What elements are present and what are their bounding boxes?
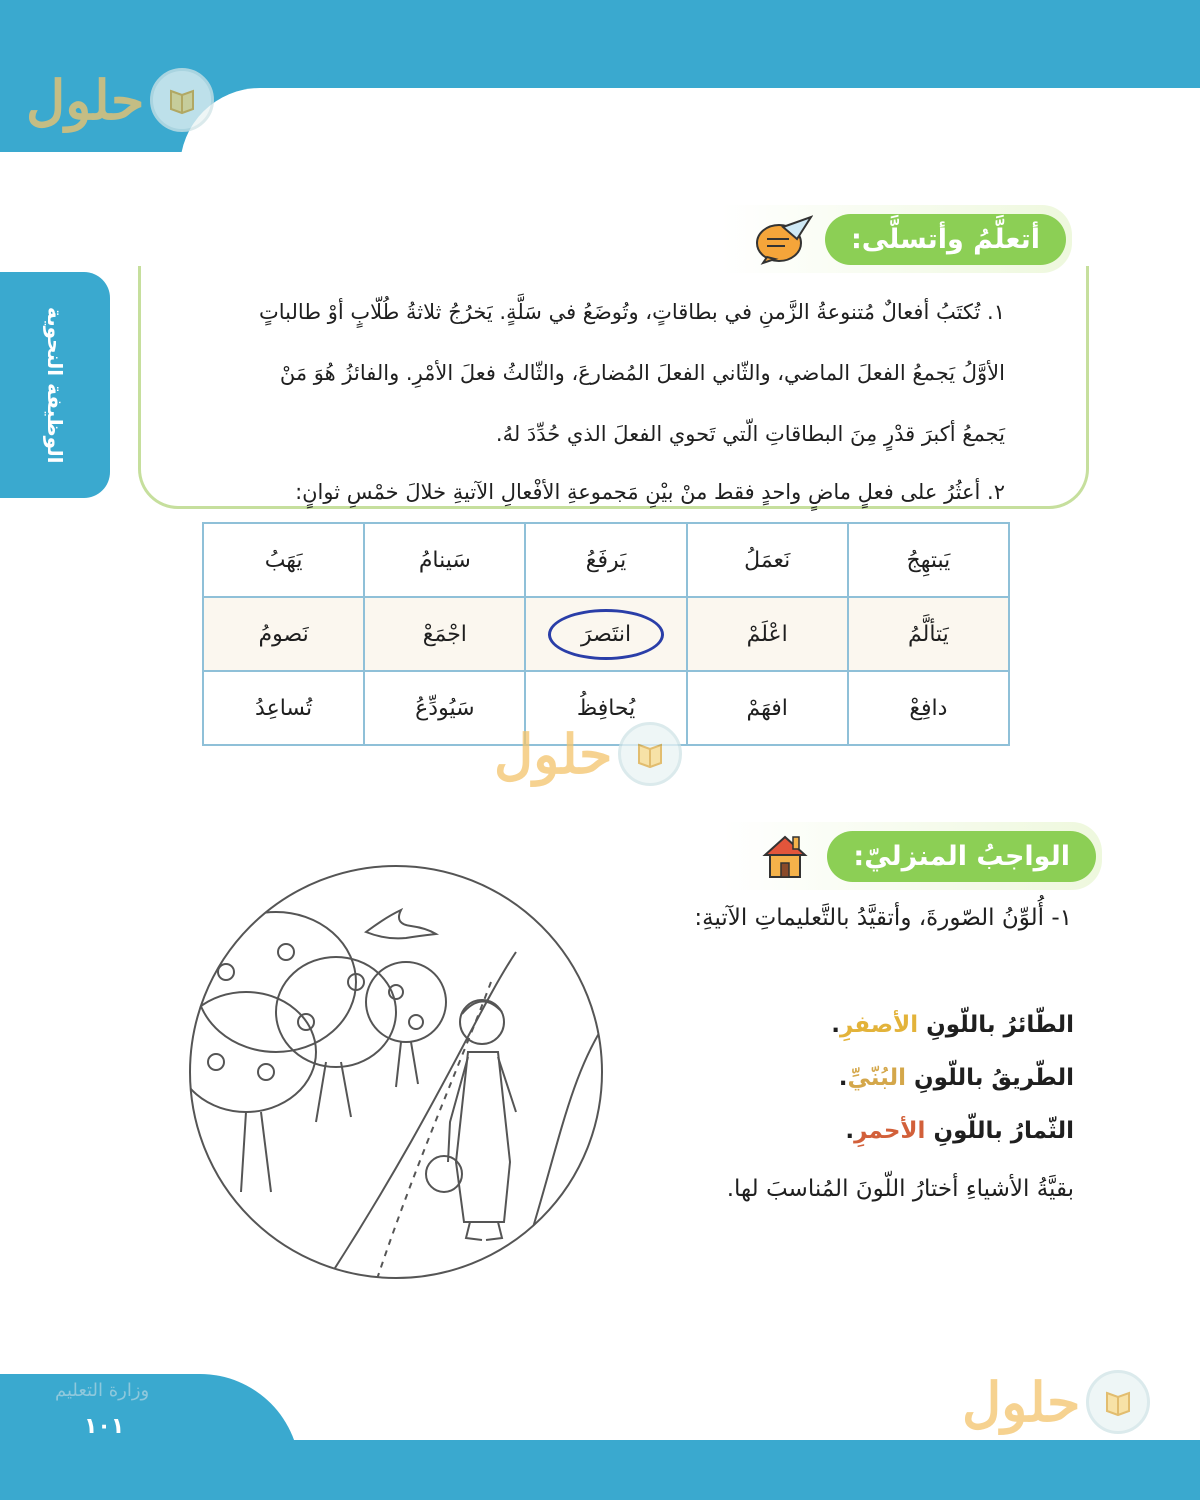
house-icon	[753, 828, 817, 884]
verb-cell[interactable]: تُساعِدُ	[203, 671, 364, 745]
instruction-bird	[831, 1012, 1074, 1038]
verb-cell[interactable]: اعْلَمْ	[687, 597, 848, 671]
learn-section-title: أتعلَّمُ وأتسلَّى:	[825, 214, 1066, 265]
ministry-logo-text: وزارة التعليم	[55, 1380, 150, 1401]
table-row	[203, 523, 1009, 597]
answer-circle: انتَصرَ	[548, 609, 664, 660]
verb-cell-answer[interactable]	[525, 597, 686, 671]
verb-cell[interactable]: يُحافِظُ	[525, 671, 686, 745]
period: .	[831, 1012, 840, 1038]
instruction-text: الثّمارُ باللّونِ	[933, 1118, 1074, 1144]
color-word-brown: البُنّيِّ	[847, 1065, 907, 1091]
homework-section-title: الواجبُ المنزليّ:	[827, 831, 1096, 882]
watermark-text: حلول	[494, 722, 613, 786]
book-icon	[1086, 1370, 1150, 1434]
verb-cell[interactable]: يَتألَّمُ	[848, 597, 1009, 671]
bottom-banner	[0, 1440, 1200, 1500]
side-tab	[0, 272, 110, 498]
instruction-text: الطّريقُ باللّونِ	[914, 1065, 1074, 1091]
book-icon	[618, 722, 682, 786]
verb-cell[interactable]: سَيُودِّعُ	[364, 671, 525, 745]
table-row	[203, 597, 1009, 671]
verb-cell[interactable]: يَبتهِجُ	[848, 523, 1009, 597]
verb-cell[interactable]: نَصومُ	[203, 597, 364, 671]
period: .	[845, 1118, 855, 1144]
watermark-text: حلول	[962, 1370, 1081, 1434]
watermark-text: حلول	[26, 68, 145, 132]
book-icon	[150, 68, 214, 132]
instruction-rest: بقيَّةُ الأشياءِ أختارُ اللّونَ المُناسبَ لها.	[726, 1176, 1074, 1202]
side-tab-label: الوظيفة النحوية	[43, 306, 67, 464]
color-word-yellow: الأصفرِ	[840, 1012, 919, 1038]
coloring-picture[interactable]	[186, 862, 606, 1282]
learn-section-header	[721, 205, 1072, 273]
chat-plane-icon	[751, 211, 815, 267]
item2-text: ٢. أعثُرُ على فعلٍ ماضٍ واحدٍ فقط منْ بيْنِ مَجموعةِ الأفْعالِ الآتيةِ خلالَ خمْسِ ثوانٍ:	[295, 480, 1005, 504]
watermark-logo-center	[494, 722, 682, 786]
item1-line2: الأوَّلُ يَجمعُ الفعلَ الماضي، والثّاني الفعلَ المُضارعَ، والثّالثُ فعلَ الأمْرِ. والفائزُ هُوَ مَنْ	[279, 361, 1005, 385]
verb-cell[interactable]: اجْمَعْ	[364, 597, 525, 671]
verb-cell[interactable]: يَهَبُ	[203, 523, 364, 597]
period: .	[838, 1065, 848, 1091]
verb-cell[interactable]: افهَمْ	[687, 671, 848, 745]
page-number: ١٠١	[84, 1414, 125, 1439]
watermark-logo	[26, 68, 214, 132]
verb-cell[interactable]: دافِعْ	[848, 671, 1009, 745]
page-corner	[180, 88, 1200, 168]
color-word-red: الأحمرِ	[854, 1118, 926, 1144]
item1-line3: يَجمعُ أكبرَ قدْرٍ مِنَ البطاقاتِ الّتي تَحوي الفعلَ الذي حُدِّدَ لهُ.	[495, 422, 1005, 446]
item1-line1: ١. تُكتَبُ أفعالٌ مُتنوعةُ الزَّمنِ في بطاقاتٍ، وتُوضَعُ في سَلَّةٍ. يَخرُجُ ثلاثةُ طُلّابٍ أوْ طالباتٍ	[259, 300, 1005, 324]
homework-section-header	[723, 822, 1102, 890]
verbs-table	[202, 522, 1010, 746]
verb-cell[interactable]: سَينامُ	[364, 523, 525, 597]
verb-cell[interactable]: يَرفَعُ	[525, 523, 686, 597]
instruction-road	[839, 1065, 1074, 1091]
instruction-fruit	[845, 1118, 1074, 1144]
instruction-text: الطّائرُ باللّونِ	[926, 1012, 1074, 1038]
homework-question: ١- أُلوِّنُ الصّورةَ، وأتقيَّدُ بالتَّعليماتِ الآتيةِ:	[694, 905, 1072, 931]
watermark-logo-bottom	[962, 1370, 1150, 1434]
verb-cell[interactable]: نَعمَلُ	[687, 523, 848, 597]
